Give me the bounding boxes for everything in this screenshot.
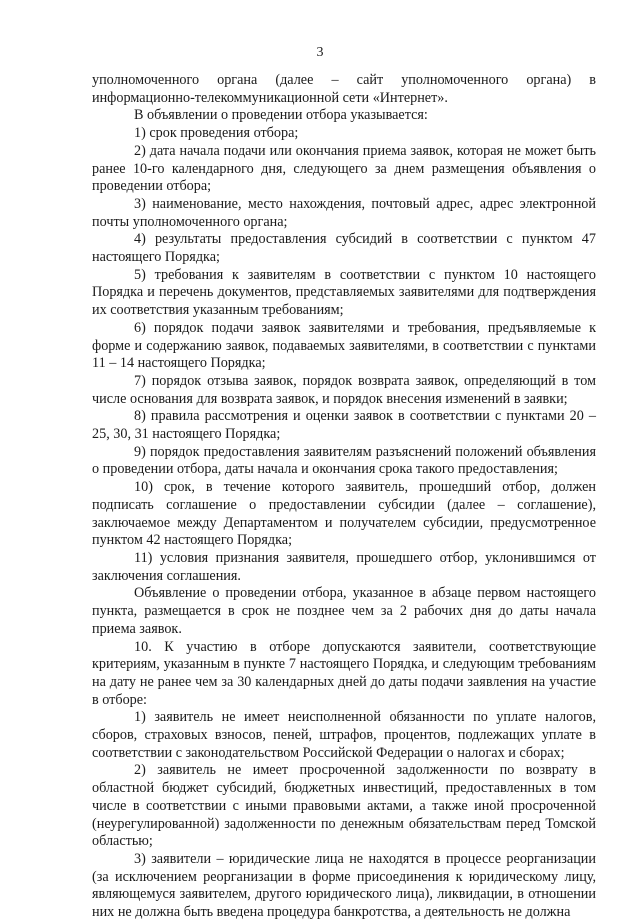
list-item: 6) порядок подачи заявок заявителями и требования, предъявляемые к форме и содержанию заявок, подаваемых заявителями, в соответствии с пунктами 11 – 14 настоящего Порядка; [92,319,596,372]
list-item: 1) заявитель не имеет неисполненной обязанности по уплате налогов, сборов, страховых взносов, пеней, штрафов, процентов, подлежащих уплате в соответствии с законодательством Российской Федерации о налогах и сборах; [92,709,596,761]
list-item: 2) заявитель не имеет просроченной задолженности по возврату в областной бюджет субсидий, бюджетных инвестиций, предоставленных в том числе в соответствии с иными правовыми актами, а также иной просроченной (неурегулированной) задолженности по денежным обязательствам перед Томской областью; [92,762,596,850]
list-item: 3) заявители – юридические лица не находятся в процессе реорганизации (за исключением реорганизации в форме присоединения к юридическому лицу, являющемуся заявителем, другого юридического лица), ликвидации, в отношении них не должна быть введена процедура банкротства, а деятельность не должна [92,850,596,921]
page-number: 3 [316,45,324,60]
list-item: 7) порядок отзыва заявок, порядок возврата заявок, определяющий в том числе основания для возврата заявок, и порядок внесения изменений в заявки; [92,372,596,407]
list-item: 9) порядок предоставления заявителям разъяснений положений объявления о проведении отбора, даты начала и окончания срока такого предоставления; [92,443,596,478]
list-item: 5) требования к заявителям в соответствии с пунктом 10 настоящего Порядка и перечень документов, представляемых заявителями для подтверждения их соответствия указанным требованиям; [92,266,596,319]
section-paragraph: 10. К участию в отборе допускаются заявители, соответствующие критериям, указанным в пункте 7 настоящего Порядка, и следующим требованиям на дату не ранее чем за 30 календарных дней до даты подачи заявления на участие в отборе: [92,638,596,708]
document-body [92,72,596,922]
paragraph: В объявлении о проведении отбора указывается: [134,107,428,124]
list-item: 10) срок, в течение которого заявитель, прошедший отбор, должен подписать соглашение о предоставлении субсидии (далее – соглашение), заключаемое между Департаментом и получателем субсидии, предусмотренное пунктом 42 настоящего Порядка; [92,479,596,549]
list-item: 8) правила рассмотрения и оценки заявок в соответствии с пунктами 20 – 25, 30, 31 настоящего Порядка; [92,408,596,443]
list-item: 1) срок проведения отбора; [134,125,299,142]
list-item: 3) наименование, место нахождения, почтовый адрес, адрес электронной почты уполномоченного органа; [92,195,596,230]
paragraph: уполномоченного органа (далее – сайт уполномоченного органа) в информационно-телекоммуникационной сети «Интернет». [92,72,596,106]
list-item: 4) результаты предоставления субсидий в соответствии с пунктом 47 настоящего Порядка; [92,231,596,266]
paragraph: Объявление о проведении отбора, указанное в абзаце первом настоящего пункта, размещается в срок не позднее чем за 2 рабочих дня до даты начала приема заявок. [92,585,596,637]
list-item: 2) дата начала подачи или окончания приема заявок, которая не может быть ранее 10-го календарного дня, следующего за днем размещения объявления о проведении отбора; [92,142,596,195]
list-item: 11) условия признания заявителя, прошедшего отбор, уклонившимся от заключения соглашения. [92,549,596,584]
